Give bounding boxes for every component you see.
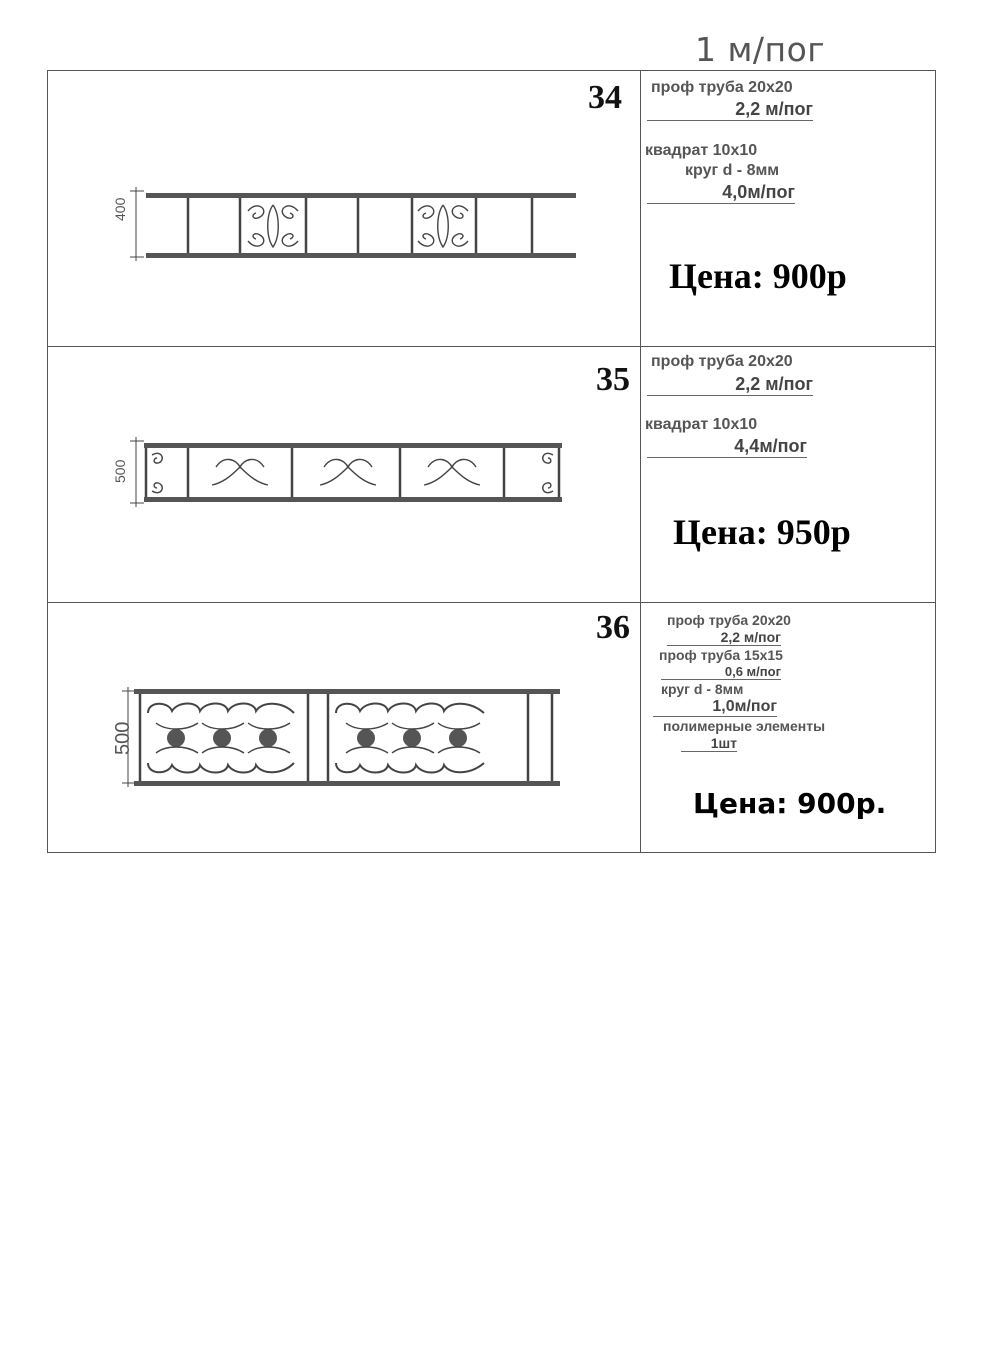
dimension-label: 500 [112,721,134,755]
spec-label: проф труба 20х20 [651,353,793,370]
spec-label: круг d - 8мм [685,162,780,179]
spec-value: 4,0м/пог [647,182,795,204]
dimension-label: 400 [112,197,128,221]
catalog-row-35 [48,347,935,603]
item-number: 35 [596,361,630,398]
price-label: Цена: 900р [669,256,847,296]
spec-value: 2,2 м/пог [647,99,813,121]
specs-cell [641,603,935,852]
drawing-cell [48,603,641,852]
spec-value: 0,6 м/пог [661,664,781,680]
railing-drawing-34 [108,181,588,271]
item-number: 34 [588,79,622,116]
spec-label: проф труба 20х20 [667,612,791,628]
spec-value: 1шт [681,735,737,752]
catalog-row-34 [48,71,935,347]
drawing-cell [48,347,641,602]
specs-cell [641,347,935,602]
specs-cell [641,71,935,346]
spec-label: квадрат 10х10 [645,416,758,433]
dimension-label: 500 [112,459,128,483]
spec-value: 2,2 м/пог [667,629,781,646]
item-number: 36 [596,609,630,646]
spec-label: проф труба 15х15 [659,647,783,663]
railing-drawing-36 [108,683,578,793]
price-label: Цена: 900р. [693,787,887,820]
drawing-cell [48,71,641,346]
spec-value: 4,4м/пог [647,436,807,458]
spec-label: проф труба 20х20 [651,79,793,96]
catalog-table [47,70,936,853]
catalog-row-36 [48,603,935,852]
spec-value: 2,2 м/пог [647,374,813,396]
page-header-unit: 1 м/пог [695,30,826,69]
spec-value: 1,0м/пог [653,698,777,717]
railing-drawing-35 [108,433,578,513]
spec-label: квадрат 10х10 [645,142,758,159]
spec-label: круг d - 8мм [661,681,744,697]
spec-label: полимерные элементы [663,718,826,734]
price-label: Цена: 950р [673,512,851,552]
